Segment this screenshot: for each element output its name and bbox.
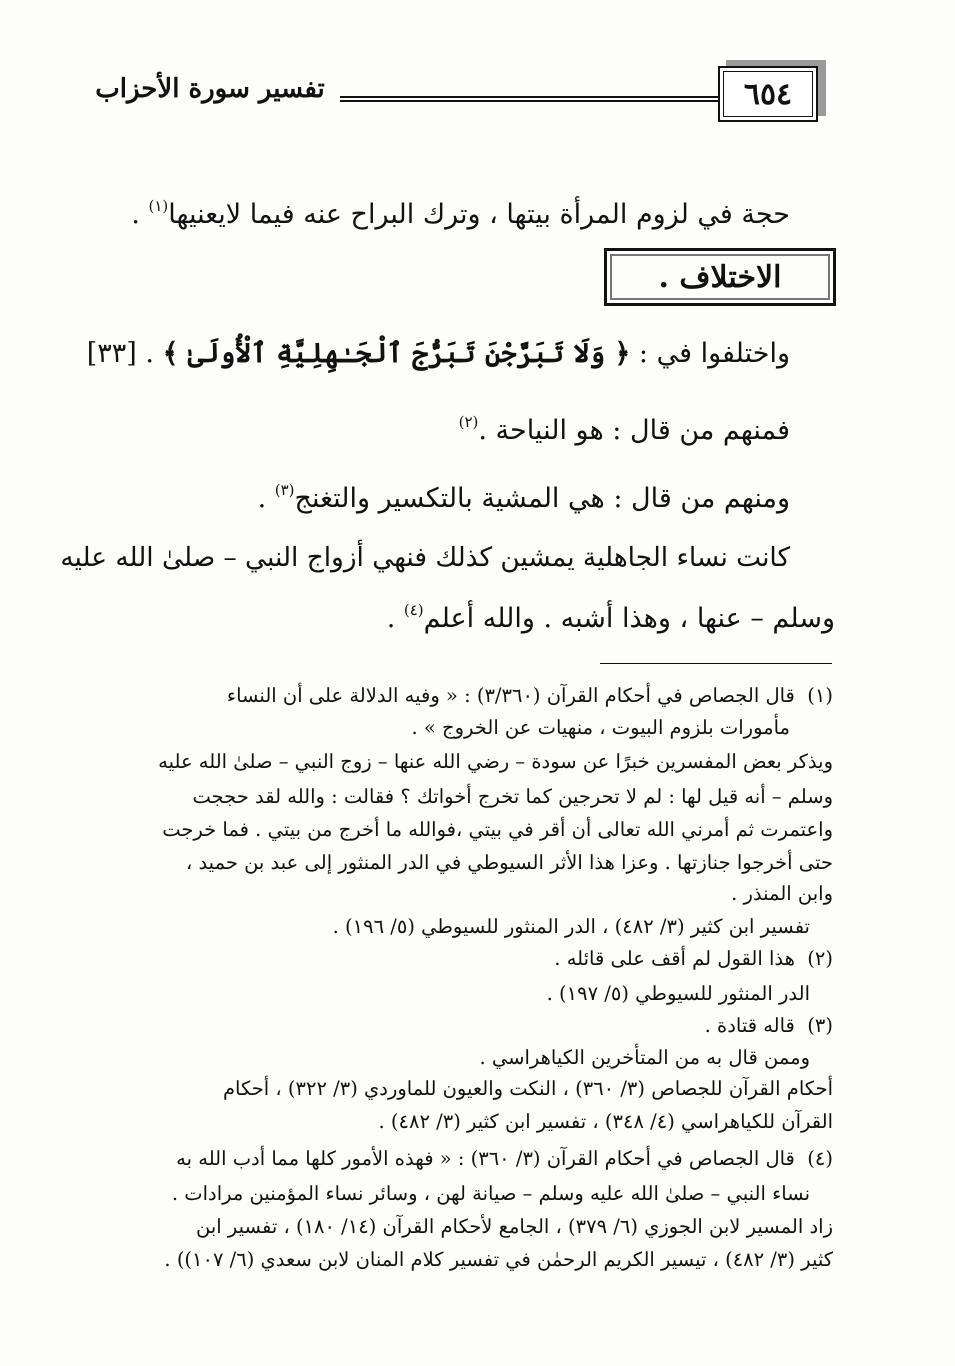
section-heading: الاختلاف .	[658, 259, 782, 295]
footnote-1-line-6: حتى أخرجوا جنازتها . وعزا هذا الأثر السيوطي في الدر المنثور إلى عبد بن حميد ،	[185, 851, 833, 874]
footnote-ref-4: (٤)	[403, 601, 424, 619]
body-line-4-end: .	[257, 483, 275, 514]
footnote-2-number: (٢)	[807, 947, 833, 970]
footnote-3-text-1: قاله قتادة .	[704, 1014, 795, 1037]
footnote-4-text-1: قال الجصاص في أحكام القرآن (٣/ ٣٦٠) : « فهذه الأمور كلها مما أدب الله به	[176, 1147, 795, 1170]
footnote-1-line-7: وابن المنذر .	[731, 882, 833, 905]
footnote-3-line-4: القرآن للكياهراسي (٤/ ٣٤٨) ، تفسير ابن كثير (٣/ ٤٨٢) .	[378, 1110, 833, 1133]
footnote-3-number: (٣)	[807, 1014, 833, 1037]
body-line-4	[258, 470, 790, 519]
body-line-6	[387, 590, 835, 639]
footnote-1-line-2: مأمورات بلزوم البيوت ، منهيات عن الخروج » .	[411, 716, 790, 739]
footnote-1-line-5: واعتمرت ثم أمرني الله تعالى أن أقر في بيتي ،فوالله ما أخرج من بيتي . فما خرجت	[162, 818, 833, 841]
body-line-5: كانت نساء الجاهلية يمشين كذلك فنهي أزواج النبي – صلىٰ الله عليه	[60, 543, 790, 573]
footnote-4-line-1	[176, 1145, 833, 1173]
running-title: تفسير سورة الأحزاب	[95, 74, 325, 104]
footnote-3-line-2: وممن قال به من المتأخرين الكياهراسي .	[479, 1046, 810, 1069]
footnote-2-text-1: هذا القول لم أقف على قائله .	[554, 947, 795, 970]
footnote-separator	[600, 663, 832, 664]
footnote-1-line-1	[227, 682, 833, 710]
footnote-4-line-4: كثير (٣/ ٤٨٢) ، تيسير الكريم الرحمٰن في تفسير كلام المنان لابن سعدي (٦/ ١٠٧)) .	[164, 1248, 833, 1271]
footnote-3-line-1	[705, 1012, 833, 1040]
footnote-ref-2: (٢)	[458, 413, 479, 431]
quran-verse: ﴿ وَلَا تَبَرَّجْنَ تَبَرُّجَ ٱلْجَـٰهِلِيَّةِ ٱلْأُولَىٰ ﴾	[162, 338, 631, 369]
section-heading-box	[604, 248, 836, 306]
footnote-ref-3: (٣)	[274, 481, 295, 499]
header-rule	[340, 96, 718, 102]
body-line-3-text: فمنهم من قال : هو النياحة .	[478, 415, 790, 446]
footnote-ref-1: (١)	[148, 197, 169, 215]
footnote-3-line-3: أحكام القرآن للجصاص (٣/ ٣٦٠) ، النكت والعيون للماوردي (٣/ ٣٢٢) ، أحكام	[222, 1077, 833, 1100]
footnote-1-number: (١)	[807, 684, 833, 707]
footnote-1-line-8: تفسير ابن كثير (٣/ ٤٨٢) ، الدر المنثور للسيوطي (٥/ ١٩٦) .	[332, 915, 810, 938]
footnote-2-line-2: الدر المنثور للسيوطي (٥/ ١٩٧) .	[546, 982, 810, 1005]
footnote-4-number: (٤)	[807, 1147, 833, 1170]
footnote-4-line-2: نساء النبي – صلىٰ الله عليه وسلم – صيانة لهن ، وسائر نساء المؤمنين مرادات .	[171, 1182, 810, 1205]
verse-number: . [٣٣]	[86, 338, 163, 369]
body-line-2-text: واختلفوا في :	[630, 338, 790, 369]
page-number-box	[718, 66, 818, 122]
footnote-4-line-3: زاد المسير لابن الجوزي (٦/ ٣٧٩) ، الجامع لأحكام القرآن (١٤/ ١٨٠) ، تفسير ابن	[196, 1215, 833, 1238]
body-line-6-text: وسلم – عنها ، وهذا أشبه . والله أعلم	[423, 603, 835, 634]
footnote-2-line-1	[554, 945, 833, 973]
body-line-1	[131, 186, 790, 235]
page-number: ٦٥٤	[743, 76, 793, 112]
body-line-1-end: .	[131, 199, 149, 230]
body-line-3	[459, 402, 790, 451]
body-line-1-text: حجة في لزوم المرأة بيتها ، وترك البراح عنه فيما لايعنيها	[168, 199, 790, 230]
footnote-1-line-4: وسلم – أنه قيل لها : لم لا تحرجين كما تخرج أخواتك ؟ فقالت : والله لقد حججت	[192, 785, 833, 808]
body-line-2	[87, 334, 790, 374]
body-line-4-text: ومنهم من قال : هي المشية بالتكسير والتغنج	[294, 483, 790, 514]
footnote-1-line-3: ويذكر بعض المفسرين خبرًا عن سودة – رضي الله عنها – زوج النبي – صلىٰ الله عليه	[158, 750, 833, 773]
body-line-6-end: .	[386, 603, 404, 634]
footnote-1-text-1: قال الجصاص في أحكام القرآن (٣/٣٦٠) : « وفيه الدلالة على أن النساء	[226, 684, 795, 707]
